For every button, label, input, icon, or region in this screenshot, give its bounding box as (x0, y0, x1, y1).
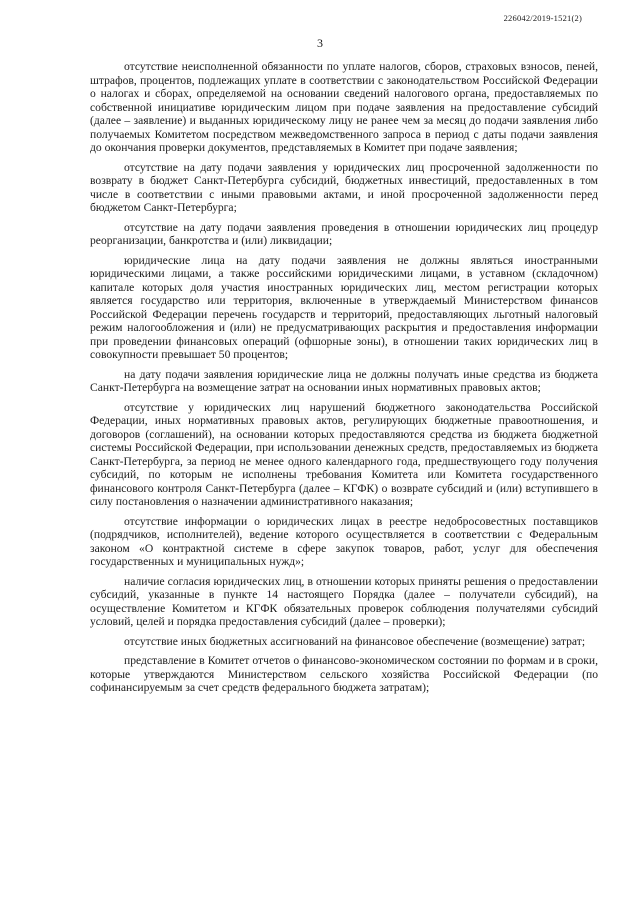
paragraph-supplier-registry: отсутствие информации о юридических лицах в реестре недобросовестных поставщиков (подрядчиков, исполнителей), ведение которого осуществляется в соответствии с Федеральным законом «О контрактной системе в сфере закупок товаров, работ, услуг для обеспечения государственных и муниципальных нужд»; (90, 514, 598, 568)
paragraph-reorganization: отсутствие на дату подачи заявления проведения в отношении юридических лиц процедур реорганизации, банкротства и (или) ликвидации; (90, 220, 598, 247)
paragraph-reports: представление в Комитет отчетов о финансово-экономическом состоянии по формам и в сроки, которые утверждаются Министерством сельского хозяйства Российской Федерации (по софинансируемым за счет средств федерального бюджета затратам); (90, 654, 598, 694)
paragraph-overdue-debt: отсутствие на дату подачи заявления у юридических лиц просроченной задолженности по возврату в бюджет Санкт-Петербурга субсидий, бюджетных инвестиций, предоставленных в том числе в соответствии с иными правовыми актами, и иной просроченной задолженности перед бюджетом Санкт-Петербурга; (90, 160, 598, 214)
paragraph-audit-consent: наличие согласия юридических лиц, в отношении которых приняты решения о предоставлении субсидий, указанные в пункте 14 настоящего Порядка (далее – получатели субсидий), на осуществление Комитетом и КГФК обязательных проверок соблюдения получателями субсидий условий, целей и порядка предоставления субсидий (далее – проверки); (90, 574, 598, 628)
document-registration-number: 226042/2019-1521(2) (503, 13, 582, 23)
paragraph-foreign-entities: юридические лица на дату подачи заявления не должны являться иностранными юридическими лицами, а также российскими юридическими лицами, в уставном (складочном) капитале которых доля участия иностранных юридических лиц, местом регистрации которых является государство или территория, включенные в утверждаемый Министерством финансов Российской Федерации перечень государств и территорий, предоставляющих льготный налоговый режим налогообложения и (или) не предусматривающих раскрытия и предоставления информации при проведении финансовых операций (офшорные зоны), в отношении таких юридических лиц в совокупности превышает 50 процентов; (90, 253, 598, 361)
paragraph-other-funds: на дату подачи заявления юридические лица не должны получать иные средства из бюджета Санкт-Петербурга на возмещение затрат на основании иных нормативных правовых актов; (90, 367, 598, 394)
page-number: 3 (317, 36, 323, 50)
paragraph-budget-violations: отсутствие у юридических лиц нарушений бюджетного законодательства Российской Федерации, иных нормативных правовых актов, регулирующих бюджетные правоотношения, и договоров (соглашений), на основании которых предоставляются средства из бюджета бюджетной системы Российской Федерации, при использовании денежных средств, предоставляемых из бюджета Санкт-Петербурга, за период не менее одного календарного года, предшествующего году получения субсидий, по которым не исполнены требования Комитета или Комитета государственного финансового контроля Санкт-Петербурга (далее – КГФК) о возврате субсидий и (или) вступившего в силу постановления о назначении административного наказания; (90, 400, 598, 508)
document-body (90, 60, 598, 695)
paragraph-tax-obligations: отсутствие неисполненной обязанности по уплате налогов, сборов, страховых взносов, пеней, штрафов, процентов, подлежащих уплате в соответствии с законодательством Российской Федерации о налогах и сборах, определяемой на основании сведений налогового органа, предоставляемых по собственной инициативе юридическим лицом при подаче заявления на предоставление субсидий (далее – заявление) и выданных юридическому лицу не ранее чем за месяц до подачи заявления либо получаемых Комитетом посредством межведомственного запроса в период с даты подачи заявления до окончания проверки документов, представляемых в Комитет при подаче заявления; (90, 60, 598, 154)
paragraph-other-allocations: отсутствие иных бюджетных ассигнований на финансовое обеспечение (возмещение) затрат; (124, 634, 586, 648)
